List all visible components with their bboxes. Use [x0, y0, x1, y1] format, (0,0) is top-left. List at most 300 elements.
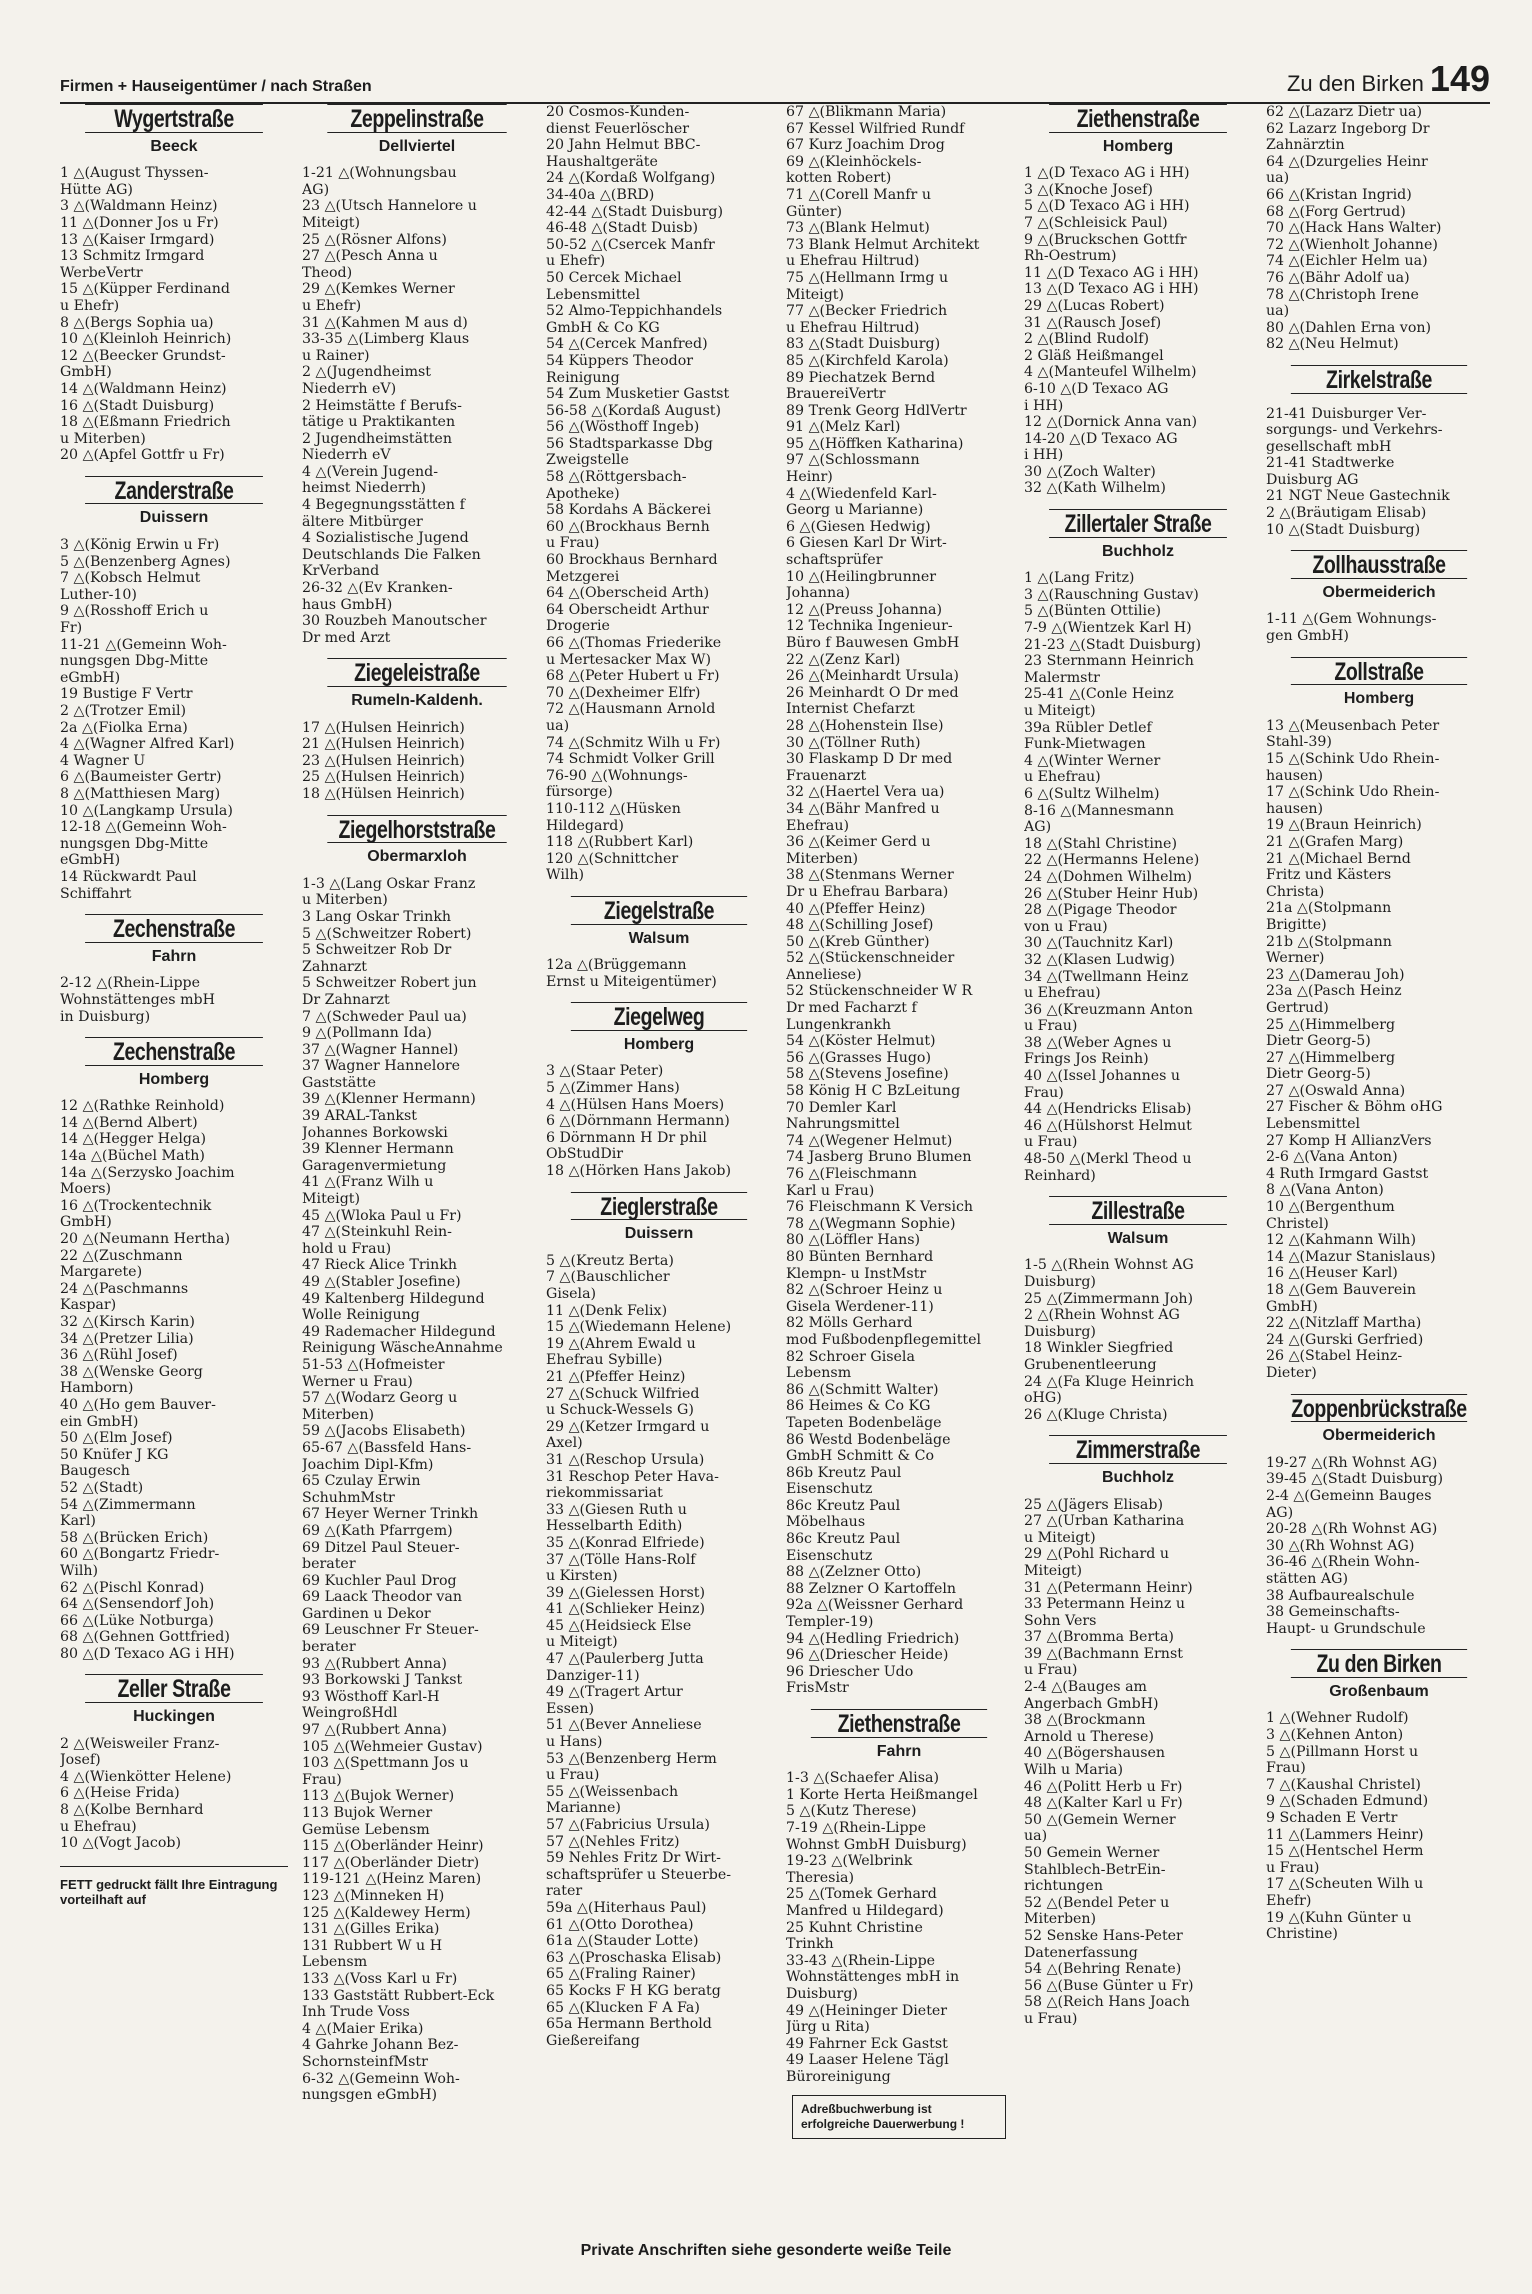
address-entry: 6 △(Dörnmann Hermann) — [546, 1113, 730, 1130]
address-entry: 56 △(Buse Günter u Fr) — [1024, 1977, 1194, 1994]
address-entry: 50-52 △(Csercek Manfr — [546, 236, 715, 253]
address-entry: 28 △(Hohenstein Ilse) — [786, 717, 944, 734]
address-entry: Drogerie — [546, 618, 610, 635]
address-entry: i HH) — [1024, 447, 1064, 464]
address-entry: 26 △(Kluge Christa) — [1024, 1406, 1168, 1423]
advertising-box: Adreßbuchwerbung ist erfolgreiche Dauerwerbung ! — [792, 2095, 1006, 2139]
address-entry: Rh-Oestrum) — [1024, 248, 1117, 265]
address-entry: Miterben) — [786, 850, 859, 867]
address-entry: Duisburg AG — [1266, 471, 1359, 488]
address-entry: Gertrud) — [1266, 999, 1329, 1016]
address-entry: Danziger-11) — [546, 1667, 640, 1684]
address-entry: 65 Czulay Erwin — [302, 1473, 421, 1490]
address-entry: Frings Jos Reinh) — [1024, 1051, 1149, 1068]
address-entry: 29 △(Lucas Robert) — [1024, 297, 1165, 314]
address-entry: 10 △(Kleinloh Heinrich) — [60, 331, 232, 348]
address-entry: Inh Trude Voss — [302, 2004, 410, 2021]
address-entry: 12-18 △(Gemeinn Woh- — [60, 819, 227, 836]
address-entry: Reinigung WäscheAnnahme — [302, 1340, 503, 1357]
address-entry: 80 △(Löffler Hans) — [786, 1232, 921, 1249]
address-entry: 23 △(Damerau Joh) — [1266, 966, 1405, 983]
address-entry: schaftsprüfer — [786, 552, 883, 569]
address-entry: 12 △(Beecker Grundst- — [60, 347, 226, 364]
address-entry: 12 △(Rathke Reinhold) — [60, 1098, 225, 1115]
address-entry: u Frau) — [546, 1767, 600, 1784]
address-entry: 88 △(Zelzner Otto) — [786, 1564, 922, 1581]
address-entry: 94 △(Hedling Friedrich) — [786, 1630, 960, 1647]
address-entry: 54 △(Köster Helmut) — [786, 1033, 936, 1050]
address-entry: Malermstr — [1024, 669, 1100, 686]
address-entry: 21 NGT Neue Gastechnik — [1266, 488, 1450, 505]
address-entry: Trinkh — [786, 1936, 834, 1953]
address-entry: 25-41 △(Conle Heinz — [1024, 686, 1174, 703]
address-entry: 59 △(Jacobs Elisabeth) — [302, 1423, 466, 1440]
address-entry: 65a Hermann Berthold — [546, 2016, 712, 2033]
address-entry: 11 △(Denk Felix) — [546, 1302, 668, 1319]
address-entry: Reinhard) — [1024, 1167, 1096, 1184]
street-heading: Zillertaler Straße — [1049, 509, 1227, 538]
address-entry: 74 △(Schmitz Wilh u Fr) — [546, 734, 721, 751]
address-entry: 11 △(Lammers Heinr) — [1266, 1826, 1424, 1843]
address-entry: 37 △(Wagner Hannel) — [302, 1041, 459, 1058]
address-entry: u Frau) — [546, 535, 600, 552]
district-label: Huckingen — [133, 1708, 215, 1726]
address-entry: 40 △(Issel Johannes u — [1024, 1068, 1181, 1085]
address-entry: fürsorge) — [546, 784, 613, 801]
address-entry: 82 Mölls Gerhard — [786, 1315, 913, 1332]
address-entry: 19 △(Kuhn Günter u — [1266, 1909, 1412, 1926]
address-entry: richtungen — [1024, 1878, 1103, 1895]
address-entry: Gisela Werdener-11) — [786, 1298, 934, 1315]
address-entry: 3 △(Knoche Josef) — [1024, 181, 1153, 198]
address-entry: 38 △(Brockmann — [1024, 1712, 1146, 1729]
address-entry: Funk-Mietwagen — [1024, 736, 1146, 753]
address-entry: Haushaltgeräte — [546, 153, 658, 170]
address-entry: 80 △(Dahlen Erna von) — [1266, 319, 1432, 336]
address-entry: 64 △(Dzurgelies Heinr — [1266, 153, 1428, 170]
address-entry: 41 △(Schlieker Heinz) — [546, 1601, 706, 1618]
address-entry: 38 △(Weber Agnes u — [1024, 1034, 1172, 1051]
address-entry: 47 △(Paulerberg Jutta — [546, 1651, 704, 1668]
address-entry: Dr Zahnarzt — [302, 991, 390, 1008]
address-entry: 36 △(Kreuzmann Anton — [1024, 1001, 1193, 1018]
address-entry: u Ehefrau Hiltrud) — [786, 319, 920, 336]
address-entry: 62 △(Lazarz Dietr ua) — [1266, 104, 1423, 120]
address-entry: 63 △(Proschaska Elisab) — [546, 1949, 722, 1966]
address-entry: 69 Kuchler Paul Drog — [302, 1572, 457, 1589]
address-entry: 75 △(Hellmann Irmg u — [786, 269, 949, 286]
address-entry: 14-20 △(D Texaco AG — [1024, 430, 1178, 447]
address-entry: 119-121 △(Heinz Maren) — [302, 1871, 482, 1888]
address-entry: Apotheke) — [546, 485, 620, 502]
district-label: Homberg — [1343, 690, 1415, 708]
address-entry: 1-3 △(Lang Oskar Franz — [302, 875, 476, 892]
address-entry: berater — [302, 1556, 356, 1573]
address-entry: 8 △(Bergs Sophia ua) — [60, 314, 214, 331]
district-label: Obermarxloh — [367, 848, 467, 866]
address-entry: 70 △(Hack Hans Walter) — [1266, 220, 1442, 237]
address-entry: 49 Kaltenberg Hildegund — [302, 1290, 485, 1307]
address-entry: 15 △(Hentschel Herm — [1266, 1843, 1424, 1860]
address-entry: 38 Aufbaurealschule — [1266, 1587, 1415, 1604]
address-entry: 72 △(Wienholt Johanne) — [1266, 236, 1438, 253]
address-entry: 23 △(Hulsen Heinrich) — [302, 752, 465, 769]
address-entry: u Miteigt) — [546, 1634, 618, 1651]
address-entry: 6 Giesen Karl Dr Wirt- — [786, 535, 947, 552]
address-entry: 46 △(Politt Herb u Fr) — [1024, 1778, 1183, 1795]
address-entry: 2 △(Trotzer Emil) — [60, 703, 187, 719]
address-entry: 76 △(Bähr Adolf ua) — [1266, 269, 1410, 286]
street-heading: Zillestraße — [1049, 1196, 1227, 1225]
address-entry: 58 △(Stevens Josefine) — [786, 1066, 949, 1083]
address-entry: 10 △(Langkamp Ursula) — [60, 802, 233, 819]
address-entry: 2 △(Jugendheimst — [302, 364, 432, 381]
address-entry: 34 △(Bähr Manfred u — [786, 800, 940, 817]
address-entry: Dieter) — [1266, 1364, 1317, 1381]
address-entry: 1-11 △(Gem Wohnungs- — [1266, 611, 1437, 628]
address-entry: 89 Piechatzek Bernd — [786, 369, 936, 386]
address-entry: Stahlblech-BetrEin- — [1024, 1861, 1166, 1878]
directory-column — [786, 104, 1012, 2254]
address-entry: 70 △(Dexheimer Elfr) — [546, 684, 701, 701]
address-entry: 65-67 △(Bassfeld Hans- — [302, 1439, 472, 1456]
street-heading: Ziethenstraße — [811, 1709, 987, 1738]
address-entry: eGmbH) — [60, 852, 121, 869]
address-entry: 2 △(Blind Rudolf) — [1024, 331, 1149, 348]
address-entry: 26 △(Stabel Heinz- — [1266, 1348, 1403, 1365]
address-entry: 16 △(Heuser Karl) — [1266, 1265, 1398, 1282]
address-entry: 40 △(Pfeffer Heinz) — [786, 900, 926, 917]
address-entry: 49 △(Heininger Dieter — [786, 2002, 948, 2019]
address-entry: 19-23 △(Welbrink — [786, 1853, 913, 1870]
address-entry: 44 △(Hendricks Elisab) — [1024, 1101, 1192, 1118]
directory-column — [1266, 104, 1492, 2254]
address-entry: Zweigstelle — [546, 452, 629, 469]
address-entry: 2 Heimstätte f Berufs- — [302, 397, 462, 414]
address-entry: 92a △(Weissner Gerhard — [786, 1597, 964, 1614]
address-entry: 4 △(Winter Werner — [1024, 752, 1161, 769]
address-entry: 4 △(Manteufel Wilhelm) — [1024, 364, 1197, 381]
bold-entry-note: FETT gedruckt fällt Ihre Eintragung vorteilhaft auf — [60, 1866, 288, 1907]
address-entry: 22 △(Zenz Karl) — [786, 651, 901, 668]
address-entry: 8 △(Kolbe Bernhard — [60, 1802, 204, 1819]
address-entry: GmbH & Co KG — [546, 319, 660, 336]
address-entry: heimst Niederrh) — [302, 480, 427, 497]
address-entry: 16 △(Stadt Duisburg) — [60, 397, 215, 414]
address-entry: 125 △(Kaldewey Herm) — [302, 1904, 471, 1921]
address-entry: Manfred u Hildegard) — [786, 1902, 944, 1919]
address-entry: 18 △(Eßmann Friedrich — [60, 414, 231, 431]
address-entry: Gisela) — [546, 1286, 597, 1302]
address-entry: 39a Rübler Detlef — [1024, 719, 1152, 736]
address-entry: 5 △(Kreutz Berta) — [546, 1252, 674, 1269]
address-entry: Dr med Arzt — [302, 629, 391, 646]
address-entry: 7-19 △(Rhein-Lippe — [786, 1819, 927, 1836]
address-entry: Gießereifang — [546, 2032, 640, 2049]
address-entry: 23 Sternmann Heinrich — [1024, 653, 1194, 670]
address-entry: 10 △(Vogt Jacob) — [60, 1835, 182, 1852]
address-entry: Hütte AG) — [60, 181, 133, 198]
address-entry: Wilh) — [60, 1562, 99, 1579]
address-entry: 2 △(Bräutigam Elisab) — [1266, 505, 1427, 522]
address-entry: GmbH) — [60, 364, 112, 381]
address-entry: 67 △(Blikmann Maria) — [786, 104, 947, 120]
address-entry: 82 △(Neu Helmut) — [1266, 336, 1399, 353]
street-heading: Zollstraße — [1291, 657, 1467, 686]
address-entry: 118 △(Rubbert Karl) — [546, 834, 694, 851]
address-entry: 26-32 △(Ev Kranken- — [302, 580, 453, 597]
address-entry: 18 Winkler Siegfried — [1024, 1340, 1174, 1357]
address-entry: Wohnst GmbH Duisburg) — [786, 1836, 967, 1853]
address-entry: 68 △(Peter Hubert u Fr) — [546, 668, 720, 685]
street-heading: Ziegelstraße — [571, 896, 747, 925]
address-entry: 10 △(Bergenthum — [1266, 1199, 1395, 1216]
address-entry: 69 Laack Theodor van — [302, 1589, 463, 1606]
address-entry: Miteigt) — [1024, 1562, 1083, 1579]
address-entry: 61 △(Otto Dorothea) — [546, 1916, 694, 1933]
address-entry: u Miteigt) — [1024, 703, 1096, 719]
address-entry: Nahrungsmittel — [786, 1116, 900, 1133]
address-entry: 4 △(Wiedenfeld Karl- — [786, 485, 937, 502]
address-entry: u Miterben) — [60, 430, 146, 447]
address-entry: 29 △(Kemkes Werner — [302, 281, 455, 298]
address-entry: 32 △(Klasen Ludwig) — [1024, 951, 1175, 968]
address-entry: 86c Kreutz Paul — [786, 1497, 901, 1514]
address-entry: 89 Trenk Georg HdlVertr — [786, 402, 967, 419]
address-entry: AG) — [1024, 819, 1052, 836]
address-entry: u Kirsten) — [546, 1568, 618, 1585]
district-label: Fahrn — [151, 947, 197, 965]
address-entry: 7 △(Kaushal Christel) — [1266, 1776, 1421, 1793]
address-entry: 19 △(Ahrem Ewald u — [546, 1335, 696, 1352]
address-entry: 1 △(Lang Fritz) — [1024, 570, 1135, 587]
address-entry: ua) — [1266, 303, 1290, 320]
address-entry: Miterben) — [302, 1406, 375, 1423]
address-entry: Theresia) — [786, 1869, 854, 1886]
address-entry: 93 Borkowski J Tankst — [302, 1672, 463, 1689]
address-entry: u Ehefr) — [60, 297, 120, 314]
address-entry: nungsgen Dbg-Mitte — [60, 653, 209, 670]
address-entry: Wilh u Maria) — [1024, 1762, 1124, 1779]
address-entry: 37 △(Bromma Berta) — [1024, 1629, 1174, 1646]
address-entry: 29 △(Pohl Richard u — [1024, 1546, 1169, 1563]
street-heading: Ziegeleistraße — [327, 658, 506, 687]
address-entry: 21-41 Duisburger Ver- — [1266, 405, 1427, 422]
address-entry: 49 Laaser Helene Tägl — [786, 2052, 949, 2069]
address-entry: rater — [546, 1883, 583, 1900]
address-entry: 18 △(Gem Bauverein — [1266, 1282, 1416, 1298]
address-entry: 3 △(Waldmann Heinz) — [60, 198, 218, 215]
address-entry: ein GmbH) — [60, 1413, 139, 1430]
address-entry: 69 Leuschner Fr Steuer- — [302, 1622, 479, 1639]
address-entry: Hesselbarth Edith) — [546, 1518, 683, 1535]
directory-column — [1024, 104, 1252, 2254]
address-entry: Joachim Dipl-Kfm) — [302, 1456, 434, 1473]
street-heading: Zanderstraße — [85, 476, 263, 505]
address-entry: 14 △(Bernd Albert) — [60, 1114, 198, 1131]
address-entry: Christine) — [1266, 1926, 1338, 1943]
address-entry: Schiffahrt — [60, 885, 132, 902]
address-entry: 96 Driescher Udo — [786, 1663, 914, 1680]
address-entry: Reinigung — [546, 369, 620, 386]
address-entry: 22 △(Zuschmann — [60, 1247, 183, 1264]
address-entry: u Ehefr) — [546, 253, 606, 270]
address-entry: Arnold u Therese) — [1024, 1728, 1154, 1745]
address-entry: hausen) — [1266, 800, 1324, 817]
address-entry: 93 △(Rubbert Anna) — [302, 1655, 447, 1672]
district-label: Duissern — [139, 509, 209, 527]
address-entry: 9 △(Bruckschen Gottfr — [1024, 231, 1187, 248]
district-label: Dellviertel — [378, 137, 456, 155]
address-entry: 5 △(Pillmann Horst u — [1266, 1743, 1419, 1760]
address-entry: Georg u Marianne) — [786, 502, 924, 519]
address-entry: 37 △(Tölle Hans-Rolf — [546, 1551, 696, 1568]
address-entry: 2a △(Fiolka Erna) — [60, 719, 188, 736]
address-entry: 65 △(Klucken F A Fa) — [546, 1999, 700, 2016]
address-entry: u Ehefr) — [302, 297, 362, 314]
address-entry: 34 △(Twellmann Heinz — [1024, 968, 1189, 985]
address-entry: 7 △(Schleisick Paul) — [1024, 214, 1168, 231]
address-entry: 21-23 △(Stadt Duisburg) — [1024, 636, 1201, 653]
address-entry: 65 Kocks F H KG beratg — [546, 1982, 721, 1999]
address-entry: 16 △(Trockentechnik — [60, 1197, 212, 1214]
address-entry: 12 △(Kahmann Wilh) — [1266, 1232, 1416, 1249]
address-entry: 54 Zum Musketier Gastst — [546, 386, 730, 403]
address-entry: 37 Wagner Hannelore — [302, 1058, 461, 1075]
address-entry: u Frau) — [1024, 2010, 1078, 2027]
address-entry: Datenerfassung — [1024, 1944, 1138, 1961]
address-entry: 85 △(Kirchfeld Karola) — [786, 352, 949, 369]
district-label: Buchholz — [1102, 542, 1174, 560]
address-entry: sorgungs- und Verkehrs- — [1266, 422, 1443, 439]
address-entry: 38 △(Wenske Georg — [60, 1363, 203, 1380]
address-entry: 133 △(Voss Karl u Fr) — [302, 1970, 458, 1987]
address-entry: 31 Reschop Peter Hava- — [546, 1468, 719, 1485]
address-entry: 49 △(Tragert Artur — [546, 1684, 683, 1701]
address-entry: 14 △(Mazur Stanislaus) — [1266, 1248, 1436, 1265]
district-label: Rumeln-Kaldenh. — [351, 692, 483, 709]
address-entry: Dietr Georg-5) — [1266, 1066, 1371, 1083]
address-entry: Frauenarzt — [786, 767, 867, 784]
address-entry: Jürg u Rita) — [786, 2019, 870, 2036]
address-entry: 113 △(Bujok Werner) — [302, 1788, 455, 1805]
address-entry: tätige u Praktikanten — [302, 414, 456, 431]
address-entry: nungsgen eGmbH) — [302, 2087, 438, 2104]
address-entry: Dietr Georg-5) — [1266, 1033, 1371, 1050]
street-heading: Zeller Straße — [85, 1674, 263, 1703]
address-entry: nungsgen Dbg-Mitte — [60, 835, 209, 852]
address-entry: 56-58 △(Kordaß August) — [546, 402, 722, 419]
address-entry: Essen) — [546, 1700, 594, 1717]
address-entry: 1 Korte Herta Heißmangel — [786, 1786, 978, 1803]
address-entry: 21 △(Grafen Marg) — [1266, 833, 1404, 850]
address-entry: u Frau) — [1024, 1134, 1078, 1151]
address-entry: 21 △(Michael Bernd — [1266, 850, 1411, 867]
address-entry: 4 Wagner U — [60, 752, 146, 769]
address-entry: Dr u Ehefrau Barbara) — [786, 883, 949, 900]
address-entry: 58 △(Reich Hans Joach — [1024, 1994, 1190, 2011]
address-entry: u Frau) — [1024, 1662, 1078, 1679]
address-entry: Frau) — [1024, 1084, 1064, 1101]
address-entry: Josef) — [60, 1752, 101, 1769]
address-entry: 30 Rouzbeh Manoutscher — [302, 613, 487, 630]
address-entry: 20 △(Apfel Gottfr u Fr) — [60, 447, 225, 464]
address-entry: 21-41 Stadtwerke — [1266, 455, 1395, 472]
address-entry: 6 △(Heise Frida) — [60, 1785, 180, 1802]
address-entry: Zahnärztin — [1266, 137, 1345, 154]
address-entry: gesellschaft mbH — [1266, 438, 1392, 455]
address-entry: 67 Kurz Joachim Drog — [786, 137, 945, 154]
address-entry: 15 △(Wiedemann Helene) — [546, 1319, 732, 1336]
address-entry: haus GmbH) — [302, 596, 393, 613]
address-entry: Marianne) — [546, 1800, 621, 1817]
address-entry: 14a △(Serzysko Joachim — [60, 1164, 235, 1181]
address-entry: 54 △(Zimmermann — [60, 1496, 196, 1513]
address-entry: 4 Gahrke Johann Bez- — [302, 2037, 459, 2054]
address-entry: riekommissariat — [546, 1485, 663, 1502]
address-entry: Miterben) — [1024, 1911, 1097, 1928]
address-entry: Grubenentleerung — [1024, 1356, 1157, 1373]
address-entry: 58 △(Röttgersbach- — [546, 469, 687, 486]
address-entry: 7 △(Bauschlicher — [546, 1269, 670, 1286]
address-entry: Ehefrau Sybille) — [546, 1352, 663, 1369]
address-entry: 3 △(Rauschning Gustav) — [1024, 586, 1199, 603]
address-entry: 78 △(Wegmann Sophie) — [786, 1215, 956, 1232]
address-entry: FrisMstr — [786, 1680, 849, 1697]
address-entry: 7-9 △(Wientzek Karl H) — [1024, 620, 1192, 637]
address-entry: 45 △(Heidsieck Else — [546, 1617, 692, 1634]
address-entry: 12a △(Brüggemann — [546, 957, 687, 974]
address-entry: 39 ARAL-Tankst — [302, 1108, 417, 1125]
district-label: Buchholz — [1102, 1468, 1174, 1486]
address-entry: Zahnarzt — [302, 958, 368, 975]
address-entry: WeingroßHdl — [302, 1705, 398, 1722]
address-entry: Ehefrau) — [786, 817, 850, 834]
address-entry: 17 △(Hulsen Heinrich) — [302, 719, 465, 736]
address-entry: Karl) — [60, 1513, 96, 1530]
address-entry: 21 △(Pfeffer Heinz) — [546, 1368, 686, 1385]
page-footer: Private Anschriften siehe gesonderte weiße Teile — [580, 2242, 952, 2259]
address-entry: 95 △(Höffken Katharina) — [786, 435, 964, 452]
address-entry: u Miteigt) — [1024, 1529, 1096, 1546]
address-entry: 60 Brockhaus Bernhard — [546, 552, 718, 569]
address-entry: u Mertesacker Max W) — [546, 651, 712, 668]
address-entry: Werner) — [1266, 950, 1325, 967]
address-entry: 55 △(Weissenbach — [546, 1783, 679, 1800]
address-entry: Duisburg) — [786, 1985, 858, 2002]
address-entry: ua) — [546, 717, 570, 734]
address-entry: 1-3 △(Schaefer Alisa) — [786, 1770, 939, 1787]
address-entry: 62 Lazarz Ingeborg Dr — [1266, 120, 1430, 137]
address-entry: Christa) — [1266, 883, 1325, 900]
address-entry: eGmbH) — [60, 669, 121, 686]
address-entry: 52 △(Stückenschneider — [786, 950, 955, 967]
address-entry: u Miterben) — [302, 892, 388, 909]
address-entry: 4 Begegnungsstätten f — [302, 497, 465, 514]
address-entry: 27 Komp H AllianzVers — [1266, 1132, 1432, 1149]
address-entry: schaftsprüfer u Steuerbe- — [546, 1866, 732, 1883]
address-entry: Hildegard) — [546, 817, 624, 834]
address-entry: 67 Kessel Wilfried Rundf — [786, 120, 965, 137]
address-entry: 4 △(Wienkötter Helene) — [60, 1768, 232, 1785]
address-entry: 2-6 △(Vana Anton) — [1266, 1149, 1398, 1166]
address-entry: Wohnstättenges mbH — [60, 991, 215, 1008]
address-entry: Niederrh eV — [302, 447, 391, 464]
address-entry: 11-21 △(Gemeinn Woh- — [60, 636, 227, 653]
address-entry: 7 △(Kobsch Helmut — [60, 570, 201, 587]
address-entry: GmbH) — [60, 1214, 112, 1231]
address-entry: 41 △(Franz Wilh u — [302, 1174, 434, 1191]
